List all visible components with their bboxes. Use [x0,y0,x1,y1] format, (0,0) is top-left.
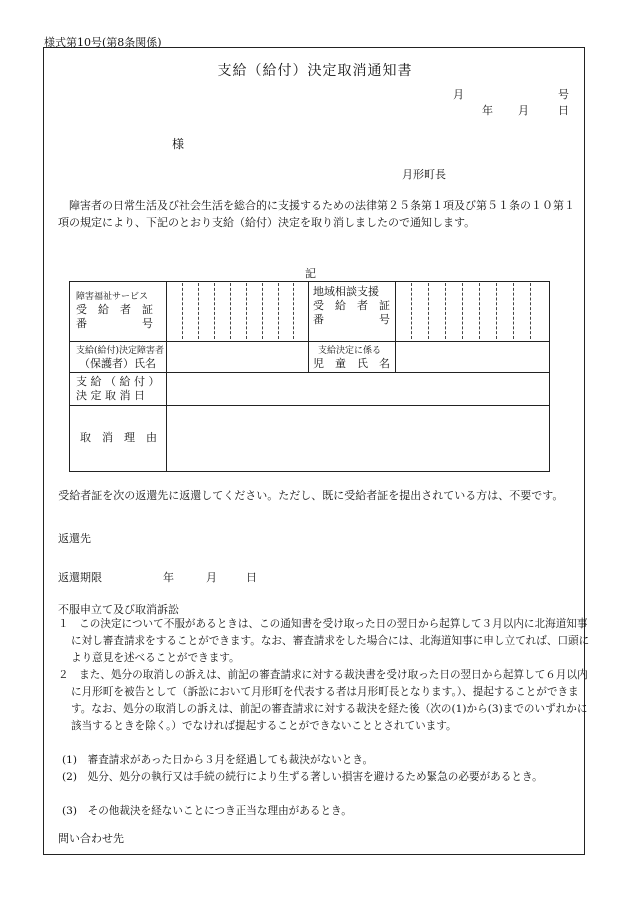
cell-person-b: （保護者）氏名 [79,357,156,370]
cell-cancel-date-a: 支 給 （ 給 付 ） [76,375,160,388]
header-month: 月 [453,88,464,101]
issuer: 月形町長 [402,168,446,181]
return-deadline-day: 日 [246,571,257,584]
cell-service-small: 障害福祉サービス [76,292,149,302]
digit-divider [479,283,480,339]
header-month2: 月 [518,104,529,117]
contact-label: 問い合わせ先 [58,832,124,845]
digit-divider [182,283,183,339]
digit-divider [198,283,199,339]
addressee-suffix: 様 [172,137,185,151]
table-rule [308,281,309,372]
cell-child-small: 支給決定に係る [318,346,382,356]
table-rule [69,341,550,342]
appeal-item-1: １ この決定について不服があるときは、この通知書を受け取った日の翌日から起算して３月以内に北海道知事に対し審査請求をすることができます。なお、審査請求をした場合には、北海道知事に申し立てれば、口頭により意見を述べることができます。 [58,618,590,664]
digit-divider [513,283,514,339]
digit-divider [462,283,463,339]
cell-person-small: 支給(給付)決定障害者 [76,346,165,356]
cell-consult-b: 受 給 者 証 [313,299,390,312]
digit-divider [230,283,231,339]
digit-divider [428,283,429,339]
return-to: 返還先 [58,532,91,545]
return-text: 受給者証を次の返還先に返還してください。ただし、既に受給者証を提出されている方は、不要です。 [58,489,564,502]
ki-label: 記 [305,267,316,280]
table-rule [395,281,396,372]
form-number: 様式第10号(第8条関係) [44,36,162,49]
digit-divider [214,283,215,339]
digit-divider [411,283,412,339]
digit-divider [496,283,497,339]
table-rule [69,372,550,373]
header-number: 号 [558,88,569,101]
return-deadline-label: 返還期限 [58,571,102,584]
digit-divider [445,283,446,339]
cell-service-b: 番 号 [76,317,153,330]
digit-divider [278,283,279,339]
cell-child-b: 児 童 氏 名 [313,357,390,370]
return-deadline-year: 年 [163,571,174,584]
digit-divider [262,283,263,339]
cell-consult-a: 地域相談支援 [313,285,379,298]
cell-cancel-date-b: 決 定 取 消 日 [76,389,145,402]
sub-item-3: (3) その他裁決を経ないことにつき正当な理由があるとき。 [62,805,352,817]
cell-service-a: 受 給 者 証 [76,303,153,316]
header-year: 年 [482,104,493,117]
sub-item-2: (2) 処分、処分の執行又は手続の続行により生ずる著しい損害を避けるため緊急の必要があるとき。 [62,771,543,783]
return-deadline-month: 月 [206,571,217,584]
table-rule [69,405,550,406]
appeal-title: 不服申立て及び取消訴訟 [58,603,179,616]
digit-divider [530,283,531,339]
cell-cancel-reason: 取 消 理 由 [80,431,157,444]
digit-divider [293,283,294,339]
cell-consult-c: 番 号 [313,313,390,326]
digit-divider [246,283,247,339]
document-title: 支給（給付）決定取消通知書 [217,63,413,79]
body-text: 障害者の日常生活及び社会生活を総合的に支援するための法律第２５条第１項及び第５１条の１０第１項の規定により、下記のとおり支給（給付）決定を取り消しましたので通知します。 [58,199,575,229]
table-rule [166,281,167,472]
appeal-item-2: ２ また、処分の取消しの訴えは、前記の審査請求に対する裁決書を受け取った日の翌日から起算して６月以内に月形町を被告として（訴訟において月形町を代表する者は月形町長となります。）、提起することができます。なお、処分の取消しの訴えは、前記の審査請求に対する裁決を経た後（次の(1)から(3)までのいずれかに該当するときを除く。）でなければ提起することができないこととされています。 [58,669,588,732]
sub-item-1: (1) 審査請求があった日から３月を経過しても裁決がないとき。 [62,754,374,766]
header-day: 日 [558,104,569,117]
